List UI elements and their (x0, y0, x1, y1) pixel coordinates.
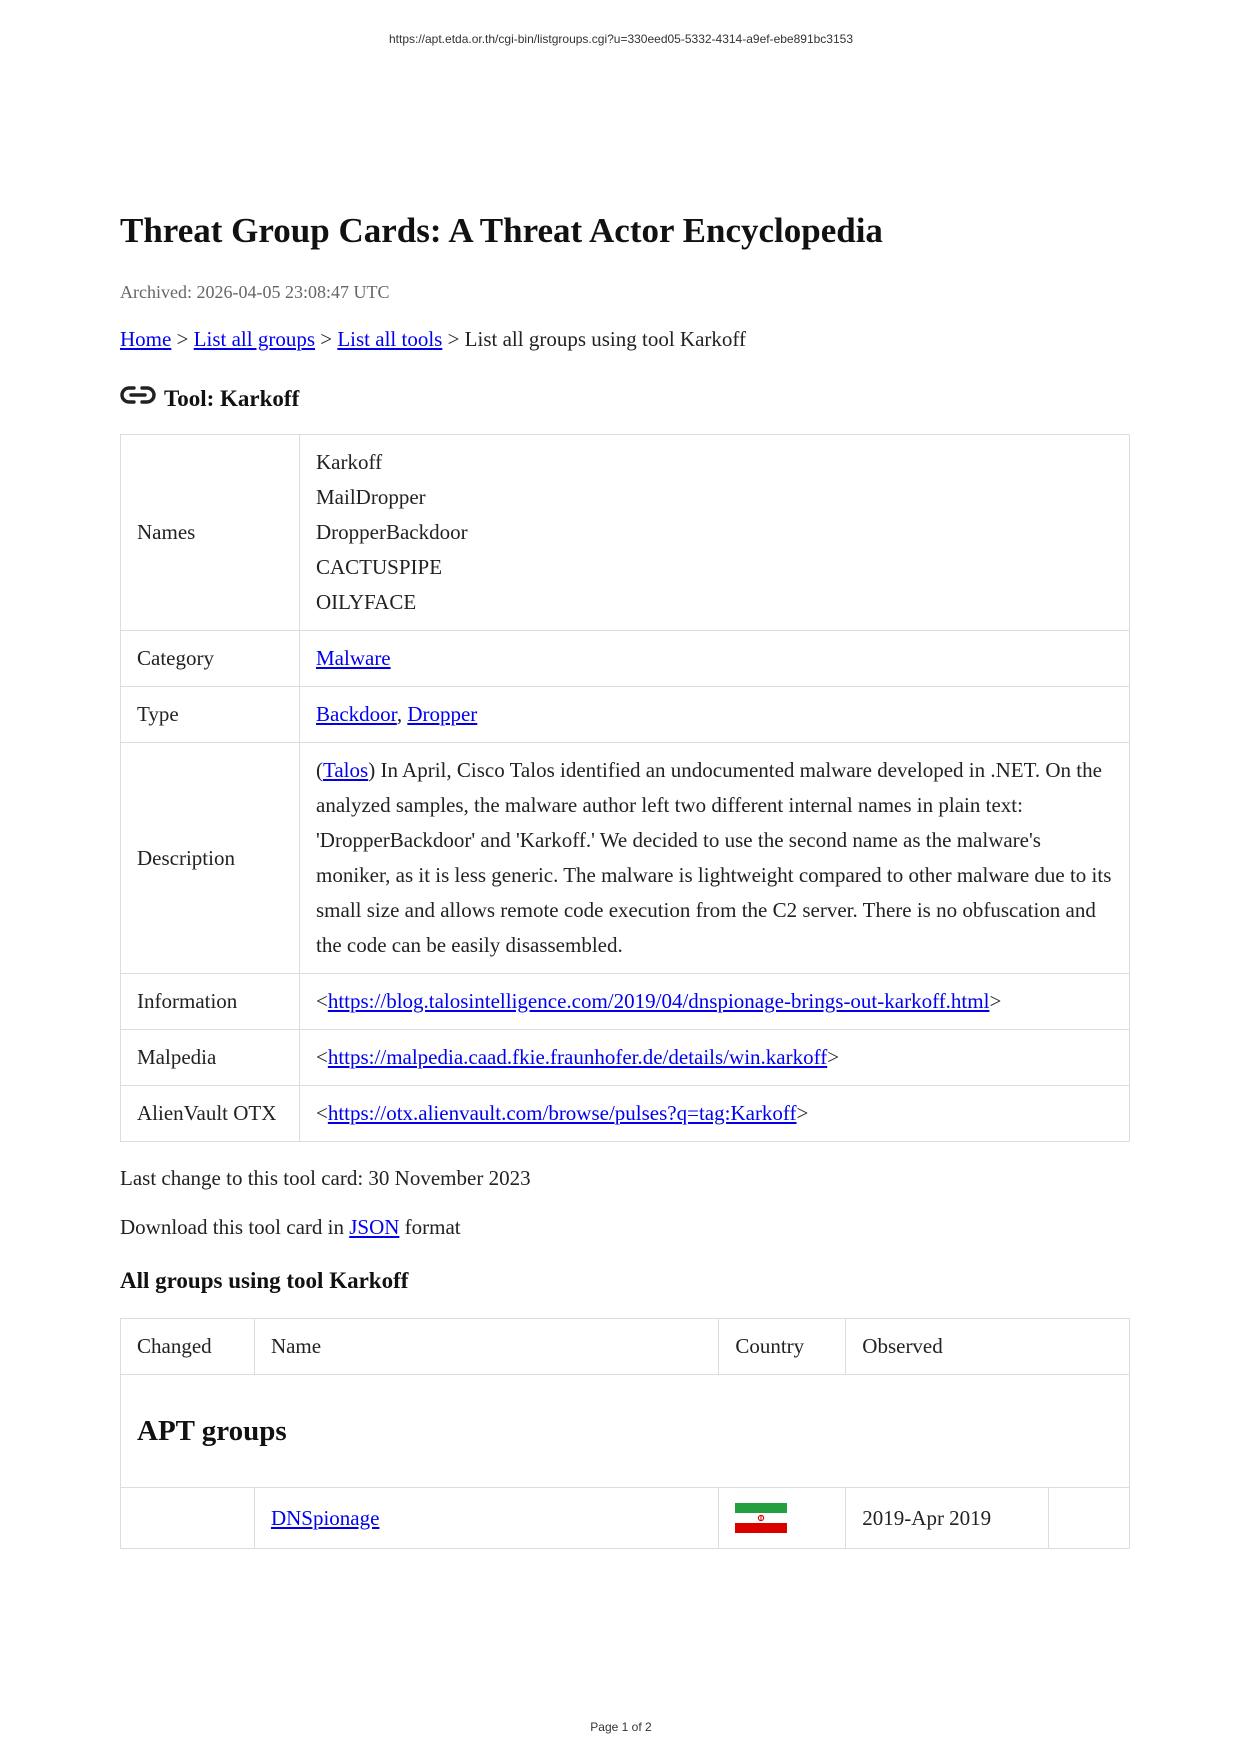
description-value (300, 743, 1130, 974)
row-changed (121, 1488, 255, 1549)
tool-heading (120, 384, 1130, 412)
download-line (120, 1215, 1130, 1240)
section-row (121, 1375, 1130, 1488)
breadcrumb-home-link[interactable]: Home (120, 327, 172, 351)
table-row (121, 1030, 1130, 1086)
category-value (300, 631, 1130, 687)
table-row (121, 631, 1130, 687)
category-label: Category (121, 631, 300, 687)
type-separator: , (396, 702, 408, 726)
information-link[interactable]: https://blog.talosintelligence.com/2019/04/dnspionage-brings-out-karkoff.html (327, 989, 990, 1013)
groups-heading: All groups using tool Karkoff (120, 1268, 409, 1293)
angle-close: > (827, 1045, 840, 1069)
table-row (121, 1086, 1130, 1142)
page-url-header: https://apt.etda.or.th/cgi-bin/listgroups.cgi?u=330eed05-5332-4314-a9ef-ebe891bc3153 (388, 32, 853, 46)
table-row (121, 687, 1130, 743)
table-header-row (121, 1319, 1130, 1375)
angle-open: < (316, 1101, 328, 1125)
page-title: Threat Group Cards: A Threat Actor Encyclopedia (120, 211, 883, 250)
page-footer: Page 1 of 2 (590, 1720, 652, 1734)
angle-open: < (316, 1045, 328, 1069)
type-backdoor-link[interactable]: Backdoor (316, 702, 397, 726)
row-name (254, 1488, 718, 1549)
angle-open: < (316, 989, 328, 1013)
description-open-paren: ( (316, 758, 323, 782)
row-observed: 2019-Apr 2019 (846, 1488, 1049, 1549)
breadcrumb (120, 327, 1130, 352)
description-label: Description (121, 743, 300, 974)
row-extra (1049, 1488, 1130, 1549)
column-header-changed: Changed (121, 1319, 255, 1375)
breadcrumb-separator: > (315, 327, 338, 351)
table-row (121, 743, 1130, 974)
otx-value (300, 1086, 1130, 1142)
malpedia-label: Malpedia (121, 1030, 300, 1086)
apt-groups-title: APT groups (137, 1414, 287, 1447)
breadcrumb-list-tools-link[interactable]: List all tools (337, 327, 443, 351)
iran-flag-icon (735, 1503, 787, 1533)
download-json-link[interactable]: JSON (349, 1215, 400, 1239)
main-content (120, 210, 1130, 1549)
type-value (300, 687, 1130, 743)
apt-groups-section (121, 1375, 1130, 1488)
groups-table (120, 1318, 1130, 1549)
list-item: CACTUSPIPE (316, 555, 443, 579)
description-text: ) In April, Cisco Talos identified an undocumented malware developed in .NET. On the analyzed samples, the malware author left two different internal names in plain text: 'DropperBackdoor' and 'Karkoff.' We decided to use the second name as the malware's moniker, as it is less generic. The malware is lightweight compared to other malware due to its small size and allows remote code execution from the C2 server. There is no obfuscation and the code can be easily disassembled. (316, 758, 1112, 957)
names-label: Names (121, 435, 300, 631)
group-dnspionage-link[interactable]: DNSpionage (270, 1505, 380, 1530)
names-list (316, 445, 1113, 620)
tool-heading-text: Tool: Karkoff (164, 386, 300, 411)
angle-close: > (796, 1101, 809, 1125)
otx-link[interactable]: https://otx.alienvault.com/browse/pulses?q=tag:Karkoff (327, 1101, 797, 1125)
list-item: MailDropper (316, 485, 426, 509)
download-prefix: Download this tool card in (120, 1215, 350, 1239)
download-suffix: format (399, 1215, 461, 1239)
table-row (121, 974, 1130, 1030)
breadcrumb-list-groups-link[interactable]: List all groups (193, 327, 315, 351)
malpedia-link[interactable]: https://malpedia.caad.fkie.fraunhofer.de/details/win.karkoff (327, 1045, 828, 1069)
link-icon (120, 384, 156, 406)
malpedia-value (300, 1030, 1130, 1086)
type-dropper-link[interactable]: Dropper (407, 702, 478, 726)
table-row (121, 435, 1130, 631)
breadcrumb-separator: > (171, 327, 194, 351)
information-value (300, 974, 1130, 1030)
angle-close: > (989, 989, 1002, 1013)
archived-timestamp: Archived: 2026-04-05 23:08:47 UTC (120, 282, 390, 302)
column-header-country: Country (719, 1319, 846, 1375)
category-malware-link[interactable]: Malware (316, 646, 391, 670)
description-source-link[interactable]: Talos (323, 758, 369, 782)
list-item: Karkoff (316, 450, 383, 474)
names-value (300, 435, 1130, 631)
table-row (121, 1488, 1130, 1549)
otx-label: AlienVault OTX (121, 1086, 300, 1142)
information-label: Information (121, 974, 300, 1030)
tool-info-table (120, 434, 1130, 1142)
column-header-name: Name (254, 1319, 718, 1375)
list-item: DropperBackdoor (316, 520, 468, 544)
last-change-text: Last change to this tool card: 30 November 2023 (120, 1166, 531, 1190)
type-label: Type (121, 687, 300, 743)
list-item: OILYFACE (316, 590, 417, 614)
breadcrumb-current: > List all groups using tool Karkoff (442, 327, 747, 351)
row-country (719, 1488, 846, 1549)
column-header-observed: Observed (846, 1319, 1130, 1375)
